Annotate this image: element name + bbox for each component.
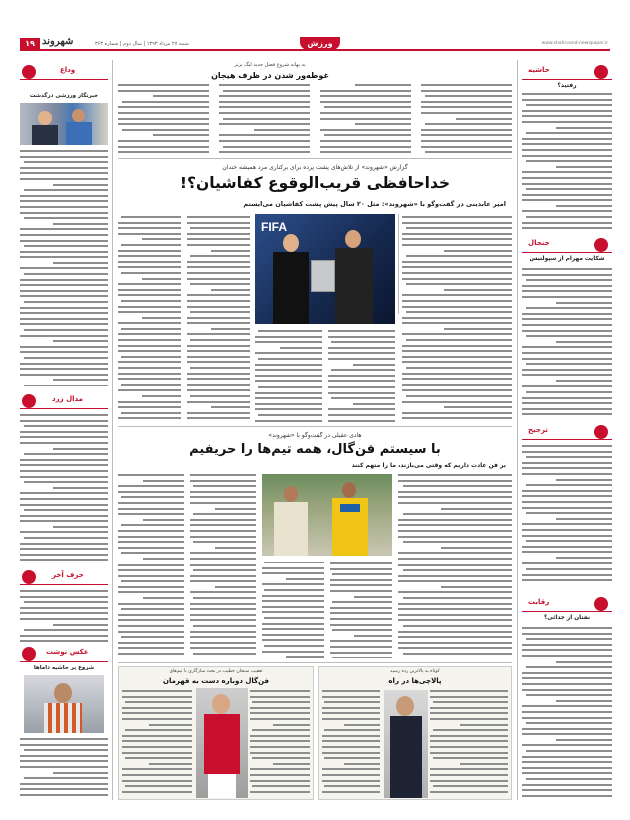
aksnevesht-body [20, 738, 108, 798]
bottom-left-kicker: تعقیب سبحان خطیب در بحث سازگاری با تیم‌های [169, 669, 263, 674]
second-story-col-3 [118, 474, 256, 658]
rule [20, 661, 108, 662]
second-story-col-2 [262, 562, 392, 658]
main-story-photo [255, 214, 395, 324]
reqabat-title: رقابت [528, 598, 550, 606]
aksnevesht-headline: شروع پر حاشیه داماها [33, 665, 95, 671]
bottom-right-kicker: کوتاه به بالاترین رده رسید [390, 669, 440, 674]
section-label: ورزش [300, 37, 340, 50]
second-story-photo [262, 474, 392, 556]
tarjih-body [522, 445, 612, 585]
hashieh-body [522, 93, 612, 229]
rule [118, 158, 512, 159]
main-story-col-4 [118, 216, 250, 422]
hashieh-title: حاشیه [528, 66, 550, 74]
rule [20, 584, 108, 585]
top-story-headline: غوطه‌ور شدن در ظرف هیجان [211, 71, 329, 80]
aksnevesht-photo [24, 675, 104, 733]
madarzard-body [20, 414, 108, 564]
dateline: شنبه ۲۷ مرداد ۱۳۹۳ | سال دوم | شماره ۳۶۳ [95, 41, 189, 47]
second-story-col-1 [398, 474, 512, 658]
top-story-body [118, 84, 512, 154]
tag-icon [594, 425, 608, 439]
main-story-col-2 [255, 330, 395, 422]
bottom-left-photo [196, 688, 248, 798]
tag-icon [22, 570, 36, 584]
jonjal-body [522, 268, 612, 418]
bottom-left-col-2 [122, 690, 192, 796]
rule [118, 426, 512, 427]
tag-icon [22, 65, 36, 79]
rule [522, 252, 612, 253]
rule [522, 611, 612, 612]
reqabat-subhead: نفتان از جدائی؟ [543, 615, 591, 621]
bottom-left-headline: فن‌گال دوباره دست به قهرمان [162, 677, 270, 685]
second-story-subhead: بر فن عادت داریم که وقتی می‌بازند، ما را متهم کنند [351, 462, 506, 469]
tarjih-title: ترجیح [528, 426, 548, 434]
main-story-col-1 [402, 216, 512, 422]
rule [118, 662, 512, 663]
site-url: www.shahrvand-newspaper.ir [541, 41, 608, 46]
camera-icon [22, 647, 36, 661]
bottom-right-col-1 [430, 690, 508, 796]
vedaa-body [20, 150, 108, 386]
sidebar-divider [517, 60, 518, 800]
tag-icon [22, 394, 36, 408]
main-story-kicker: گزارش «شهروند» از تلاش‌های پشت پرده برای برکناری مرد همیشه خندان [222, 164, 408, 171]
reqabat-body [522, 627, 612, 797]
bottom-right-photo [384, 690, 428, 798]
bottom-right-headline: پالاچی‌ها در راه [388, 677, 442, 685]
rule [522, 439, 612, 440]
tag-icon [594, 238, 608, 252]
rule [20, 408, 108, 409]
hashieh-subhead: رفتید؟ [557, 82, 577, 89]
newspaper-logo: شهروند [42, 36, 74, 47]
sidebar-divider [112, 60, 113, 800]
page-number: ۱۹ [20, 38, 40, 50]
second-story-headline: با سیستم فن‌گال، همه تیم‌ها را حریفیم [189, 442, 441, 457]
harfe-body [20, 590, 108, 642]
rule [522, 79, 612, 80]
madarzard-title: مدال زرد [52, 395, 83, 403]
vedaa-headline: خبرنگار ورزشی درگذشت [29, 93, 99, 99]
vedaa-photo [20, 103, 108, 145]
second-story-kicker: هادی عقیلی در گفت‌وگو با «شهروند» [268, 432, 362, 439]
bottom-left-col-1 [250, 690, 310, 796]
vedaa-title: وداع [60, 66, 76, 74]
fifa-banner: FIFA [261, 220, 287, 234]
jonjal-subhead: شکایت مهرام از سپولتیس [529, 256, 605, 262]
bottom-right-col-2 [322, 690, 380, 796]
jonjal-title: جنجال [528, 239, 550, 247]
rule [398, 214, 399, 314]
tag-icon [594, 597, 608, 611]
main-story-subhead: امیر عابدینی در گفت‌وگو با «شهروند»: مثل ۲۰ سال پیش پشت کفاشیان می‌ایستم [243, 200, 506, 208]
rule [20, 79, 108, 80]
tag-icon [594, 65, 608, 79]
main-story-headline: خداحافظی قریب‌الوقوع کفاشیان؟! [179, 174, 451, 192]
harfe-akhar-title: حرف آخر [52, 571, 84, 579]
top-story-kicker: به بهانه شروع فصل جدید لیگ برتر [234, 62, 306, 68]
aksnevesht-title: عکس نوشت [46, 648, 89, 656]
